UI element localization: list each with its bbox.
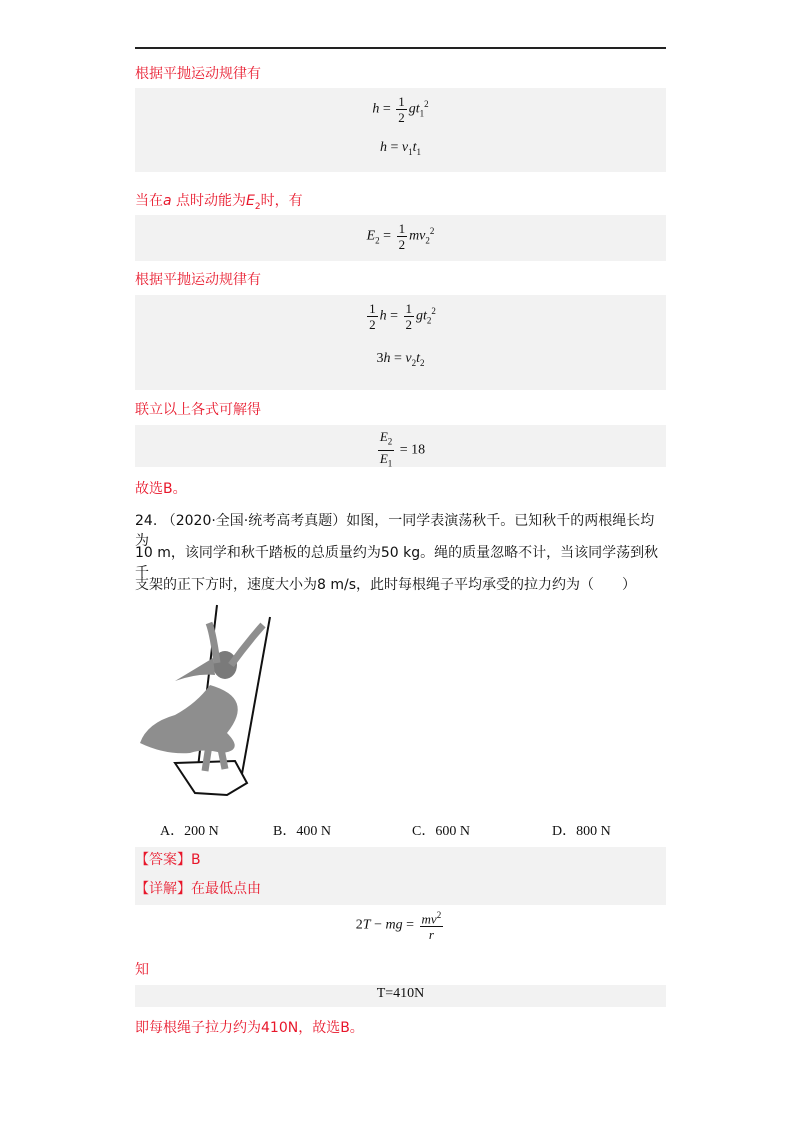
text-p2: 当在a 点时动能为$E_2$时，有 [135,193,303,212]
text-p5: 故选B。 [135,481,187,497]
formula-3h: $3h = v_2t_2$ [376,351,425,368]
formula-box-4 [135,425,666,467]
formula-e2: $E_2$ = $\frac{1}{2}$ $mv_2^2$ [366,221,435,252]
text-p3: 根据平抛运动规律有 [135,272,261,288]
formula-half-h: $\frac{1}{2}$ h = $\frac{1}{2}$ $gt_2^2$ [369,301,436,332]
option-a: A．200 N [160,824,219,839]
text-p1: 根据平抛运动规律有 [135,66,261,82]
formula-h-v1-t1: $h = v_1t_1$ [379,140,421,157]
formula-box-1 [135,88,666,172]
question-number: 24. [135,513,158,529]
formula-box-3 [135,295,666,390]
question-line-2: 10 m，该同学和秋千踏板的总质量约为50 kg。绳的质量忽略不计，当该同学荡到秋千 [135,545,659,581]
result-tension: T=410N [376,986,425,1001]
question-line-3: 支架的正下方时，速度大小为8 m/s，此时每根绳子平均承受的拉力约为（ ） [135,577,637,593]
header-rule [135,47,666,49]
formula-box-2 [135,215,666,261]
option-c: C．600 N [412,824,470,839]
option-d: D．800 N [552,824,611,839]
option-b: B．400 N [273,824,331,839]
answer-detail: 【详解】在最低点由 [135,881,261,897]
formula-h-half-g-t1: h = $\frac{1}{2}$ $gt_1^2$ [372,94,429,125]
conclusion: 即每根绳子拉力约为410N，故选B。 [135,1020,364,1036]
question-text-1: （2020·全国·统考高考真题）如图，一同学表演荡秋千。已知秋千的两根绳长均为 [135,513,655,549]
text-p4: 联立以上各式可解得 [135,402,261,418]
answer-label: 【答案】B [135,852,201,868]
swing-girl-illustration-icon [135,603,285,803]
formula-tension: 2T − mg = $\frac{mv^2}{r}$ [355,910,442,943]
formula-ratio: $\frac{E_2}{E_1}$ = 18 [379,429,426,469]
text-know: 知 [135,962,149,978]
result-box [135,985,666,1007]
